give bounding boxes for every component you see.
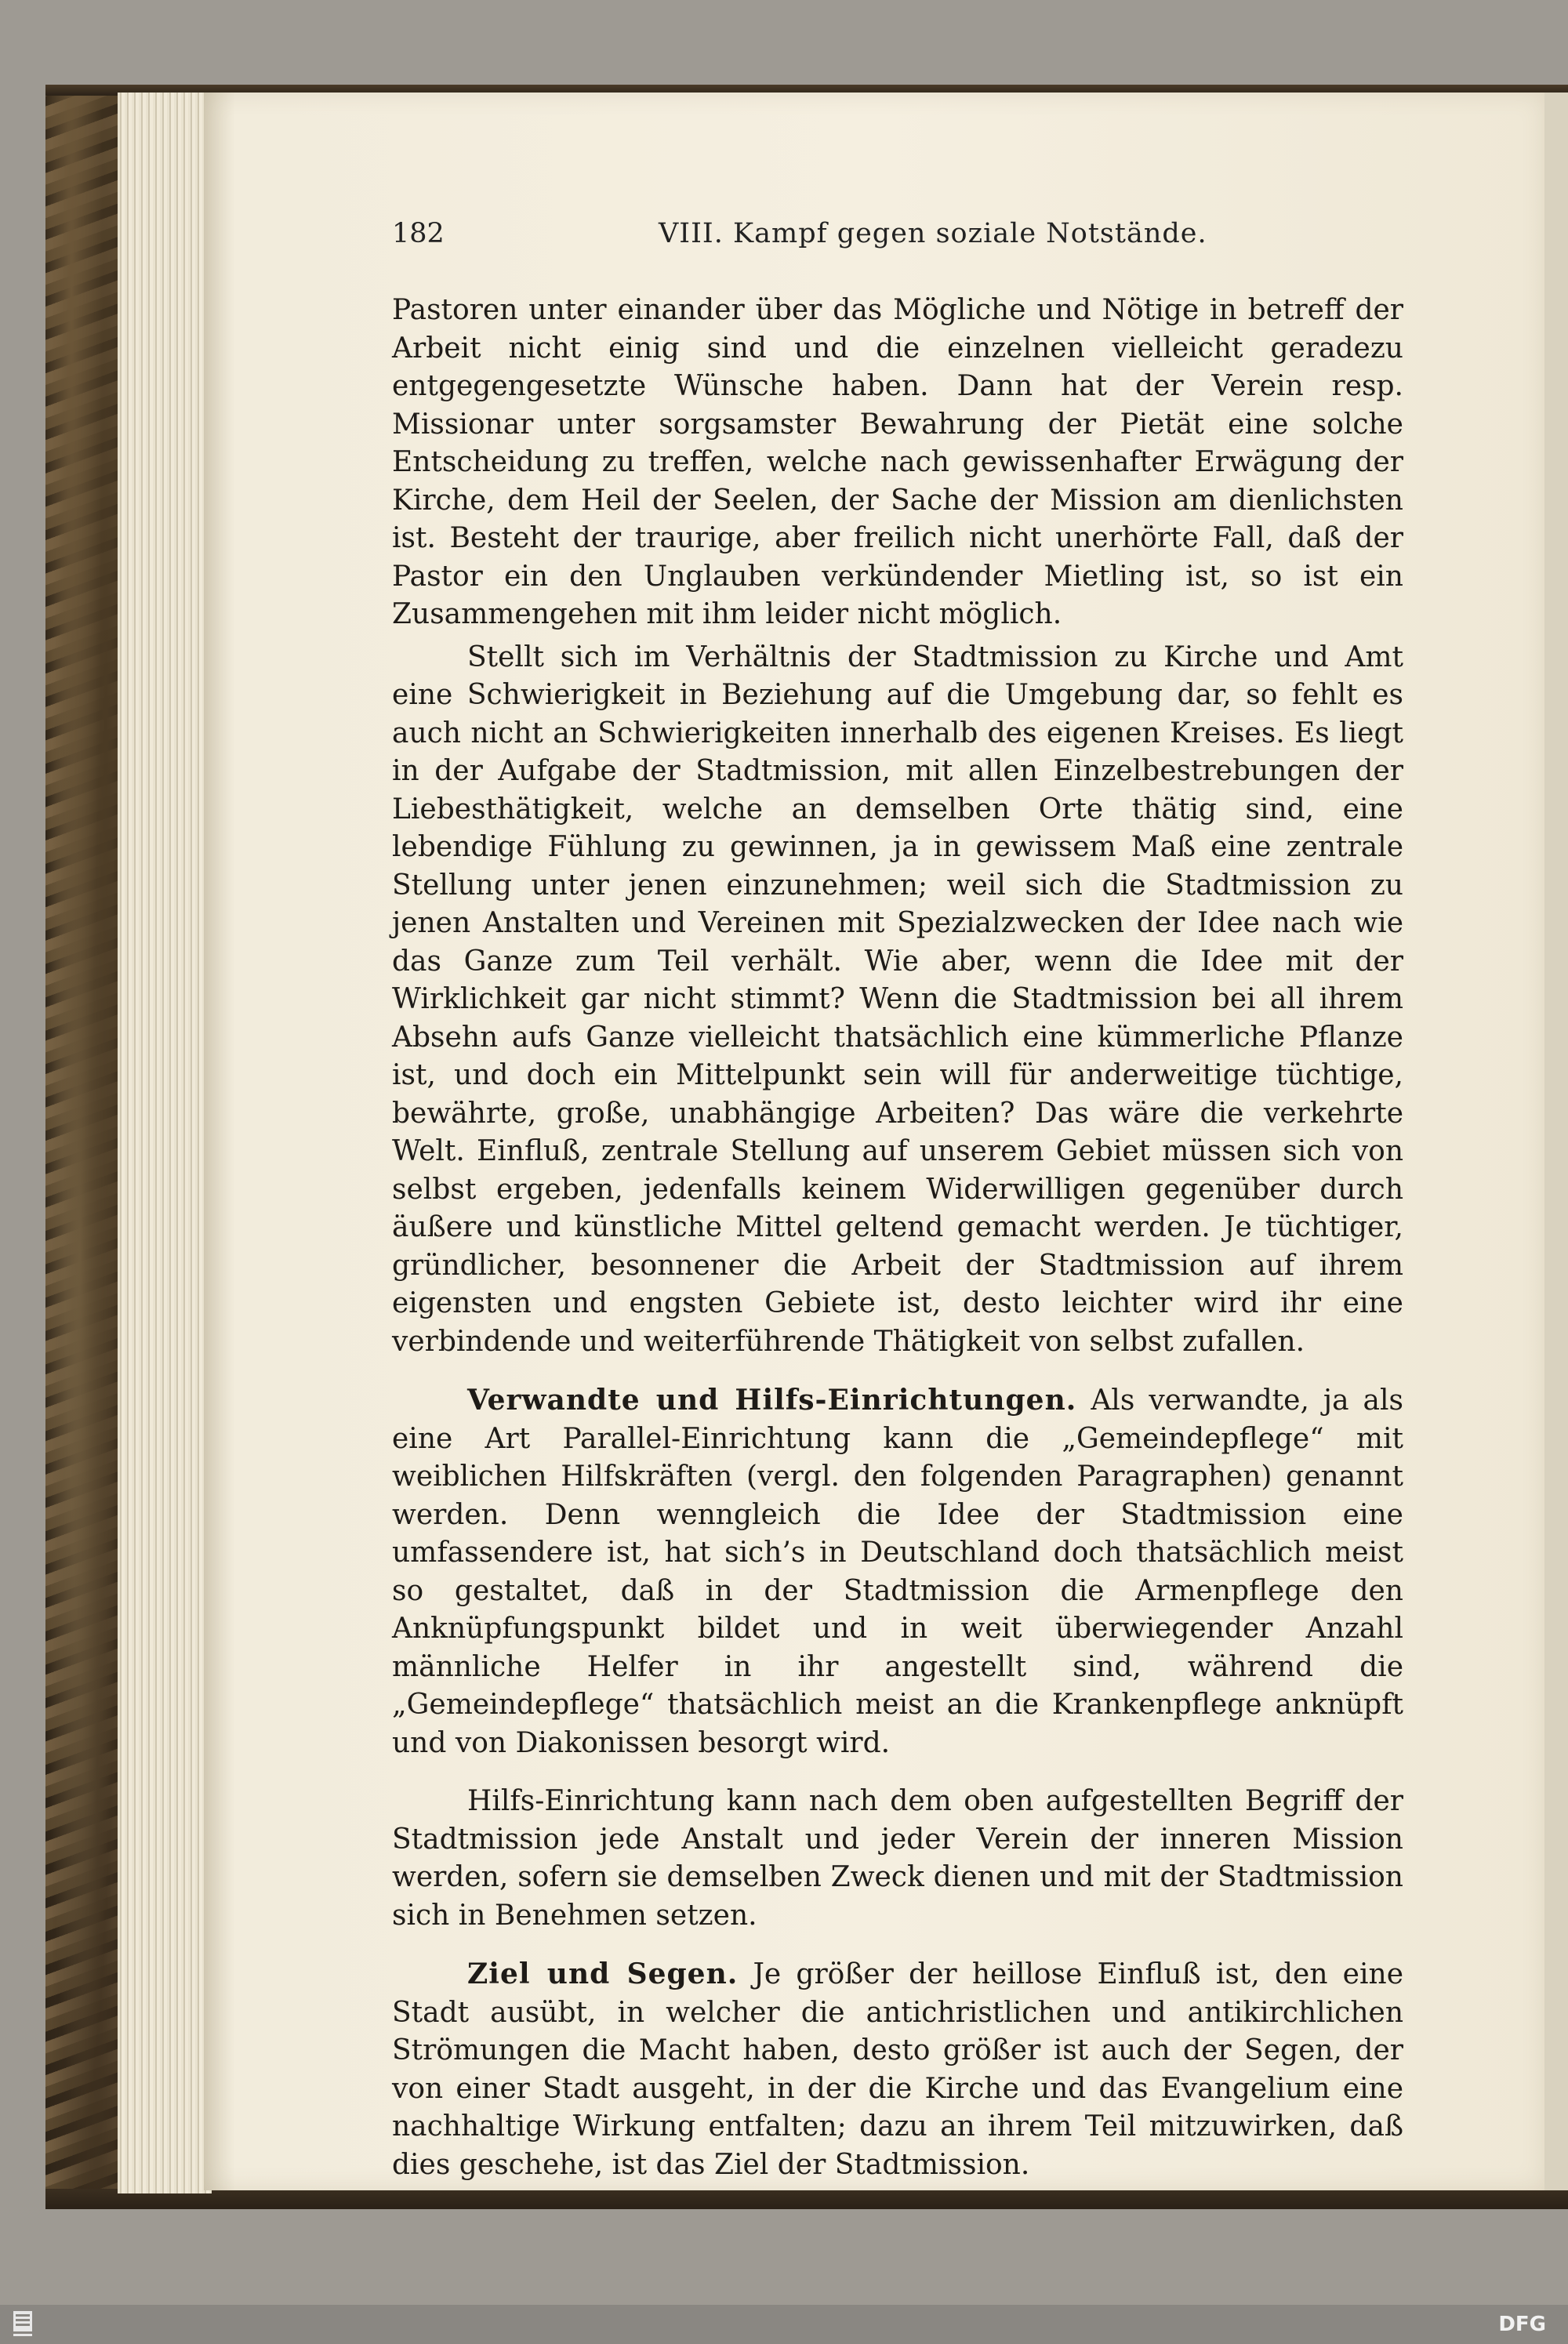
page-header — [392, 218, 1403, 257]
paragraph-2 — [392, 639, 1403, 1362]
paragraph-3 — [392, 1381, 1403, 1762]
dfg-logo: DFG — [1498, 2313, 1546, 2336]
paragraph-text: Hilfs-Einrichtung kann nach dem oben aufgestellten Begriff der Stadtmission jede Anstalt und jeder Verein der inneren Mission werden, sofern sie demselben Zweck dienen und mit der Stadtmission sich in Benehmen setzen. — [392, 1785, 1403, 1932]
page-number: 182 — [392, 218, 445, 249]
section-heading-verwandte: Verwandte und Hilfs-Einrichtungen. — [467, 1384, 1077, 1417]
cover-edge-bottom — [45, 2189, 1568, 2209]
library-logo-icon — [11, 2310, 34, 2339]
paragraph-5 — [392, 1955, 1403, 2184]
paragraph-text: Stellt sich im Verhältnis der Stadtmission zu Kirche und Amt eine Schwierigkeit in Beziehung auf die Umgebung dar, so fehlt es auch nicht an Schwierigkeiten innerhalb des eigenen Kreises. Es liegt in der Aufgabe der Stadtmission, mit allen Einzelbestrebungen der Liebesthätigkeit, welche an demselben Orte thätig sind, eine lebendige Fühlung zu gewinnen, ja in gewissem Maß eine zentrale Stellung unter jenen einzunehmen; weil sich die Stadtmission zu jenen Anstalten und Vereinen mit Spezialzwecken der Idee nach wie das Ganze zum Teil verhält. Wie aber, wenn die Idee mit der Wirklichkeit gar nicht stimmt? Wenn die Stadtmission bei all ihrem Absehn aufs Ganze vielleicht thatsächlich eine kümmerliche Pflanze ist, und doch ein Mittelpunkt sein will für anderweitige tüchtige, bewährte, große, unabhängige Arbeiten? Das wäre die verkehrte Welt. Einfluß, zentrale Stellung auf unserem Gebiet müssen sich von selbst ergeben, jedenfalls keinem Widerwilligen gegenüber durch äußere und künstliche Mittel geltend gemacht werden. Je tüchtiger, gründlicher, besonnener die Arbeit der Stadtmission auf ihrem eigensten und engsten Gebiete ist, desto leichter wird ihr eine verbindende und weiterführende Thätigkeit von selbst zufallen. — [392, 640, 1403, 1358]
body-text — [392, 292, 1403, 2184]
viewer-bottom-bar — [0, 2305, 1568, 2344]
paragraph-text: Als verwandte, ja als eine Art Parallel-Einrichtung kann die „Gemeindepflege“ mit weiblichen Hilfskräften (vergl. den folgenden Paragraphen) genannt werden. Denn wenngleich die Idee der Stadtmission eine umfassendere ist, hat sich’s in Deutschland doch thatsächlich meist so gestaltet, daß in der Stadtmission die Armenpflege den Anknüpfungspunkt bildet und in weit überwiegender Anzahl männliche Helfer in ihr angestellt sind, während die „Gemeindepflege“ thatsächlich meist an die Krankenpflege anknüpft und von Diakonissen besorgt wird. — [392, 1384, 1404, 1759]
paragraph-text: Pastoren unter einander über das Mögliche und Nötige in betreff der Arbeit nicht einig sind und die einzelnen vielleicht geradezu entgegengesetzte Wünsche haben. Dann hat der Verein resp. Missionar unter sorgsamster Bewahrung der Pietät eine solche Entscheidung zu treffen, welche nach gewissenhafter Erwägung der Kirche, dem Heil der Seelen, der Sache der Mission am dienlichsten ist. Besteht der traurige, aber freilich nicht unerhörte Fall, daß der Pastor ein den Unglauben verkündender Mietling ist, so ist ein Zusammengehen mit ihm leider nicht möglich. — [392, 294, 1403, 630]
page-gutter-right — [1544, 93, 1568, 2190]
section-heading-ziel: Ziel und Segen. — [467, 1958, 739, 1990]
page-edges — [118, 93, 212, 2193]
paragraph-text: Je größer der heillose Einfluß ist, den eine Stadt ausübt, in welcher die antichristlichen und antikirchlichen Strömungen die Macht haben, desto größer ist auch der Segen, der von einer Stadt ausgeht, in der die Kirche und das Evangelium eine nachhaltige Wirkung entfalten; dazu an ihrem Teil mitzuwirken, daß dies geschehe, ist das Ziel der Stadtmission. — [392, 1958, 1403, 2181]
paragraph-1 — [392, 292, 1403, 634]
paragraph-4 — [392, 1783, 1403, 1935]
running-head: VIII. Kampf gegen soziale Notstände. — [659, 218, 1207, 249]
